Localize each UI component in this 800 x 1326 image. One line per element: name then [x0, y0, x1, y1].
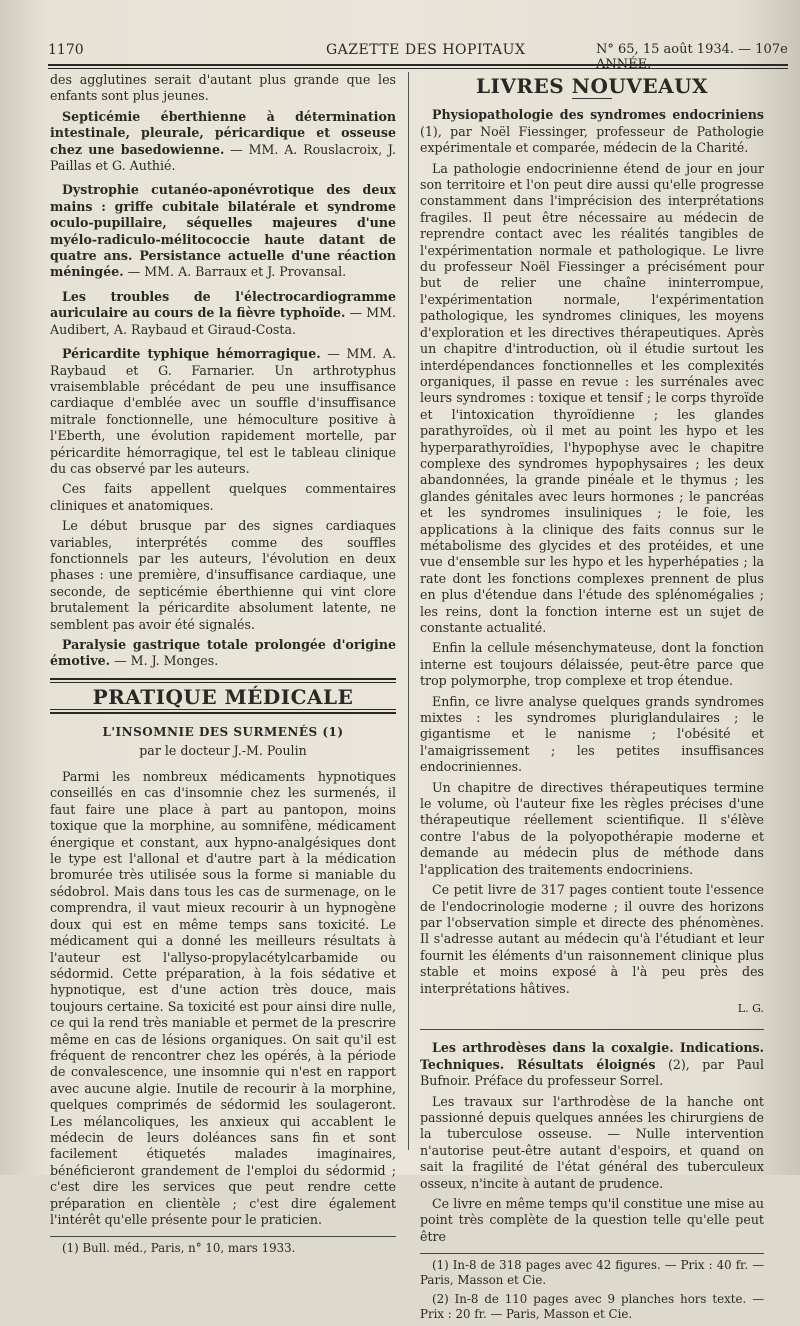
footnote: (2) In-8 de 110 pages avec 9 planches hors texte. — Prix : 20 fr. — Paris, Masson et Cie. — [420, 1292, 764, 1322]
section-rule — [50, 678, 396, 680]
intro-paragraph: des agglutines serait d'autant plus grande que les enfants sont plus jeunes. — [50, 72, 396, 104]
article-title: L'INSOMNIE DES SURMENÉS (1) — [102, 725, 344, 740]
communication-entry — [50, 637, 396, 670]
pericardite-paragraph — [50, 346, 396, 477]
review-signature: L. G. — [737, 1001, 764, 1015]
title-dash — [572, 98, 612, 99]
entry-authors: — M. J. Monges. — [114, 653, 219, 669]
section-rule — [50, 712, 396, 714]
column-divider — [408, 72, 409, 1150]
review-separator — [420, 1029, 764, 1030]
pericardite-text: — MM. A. Raybaud et G. Farnarier. Un arthrotyphus vraisemblable précédant de peu une insuffisance cardiaque d'emblée avec un souffle d'insuffisance mitrale fonctionnelle, une hémoculture positive à l'Eberth, une évolution rapidement mortelle, par péricardite hémorragique, tel est le tableau clinique du cas observé par les auteurs. — [50, 346, 396, 476]
left-column — [50, 72, 396, 1260]
entry-authors: — MM. Audibert, A. Raybaud et Giraud-Costa. — [50, 305, 396, 337]
entry-authors: — MM. A. Barraux et J. Provansal. — [127, 264, 347, 280]
review-paragraph: Enfin, ce livre analyse quelques grands syndromes mixtes : les syndromes pluriglandulaires ; le gigantisme et le nanisme ; l'obésité et l'amaigrissement ; les petites insuffisances endocriniennes. — [420, 693, 764, 775]
review-paragraph: Ce petit livre de 317 pages contient toute l'essence de l'endocrinologie moderne ; il ouvre des horizons par l'observation simple et directe des phénomènes. Il s'adresse autant au médecin qu'à l'étudiant et leur fournit les éléments d'un raisonnement clinique plus stable et moins exposé à l'à peu près des interprétations hâtives. — [420, 882, 764, 996]
article-body: Parmi les nombreux médicaments hypnotiques conseillés en cas d'insomnie chez les surmenés, il faut faire une place à part au pantopon, moins toxique que la morphine, au somnifène, médicament énergique et constant, aux hypno-analgésiques dont le type est l'allonal et d'autre part à la médication bromurée très utilisée sous la forme si maniable du sédobrol. Mais dans tous les cas de surmenage, on le comprendra, il vaut mieux recourir à un hypnogène doux qui est en même temps sans toxicité. Le médicament qui a donné les meilleurs résultats à l'auteur est l'allyso-propylacétylcarbamide ou sédormid. Cette préparation, à la fois sédative et hypnotique, est d'une action très douce, mais toujours certaine. Sa toxicité est pour ainsi dire nulle, ce qui la rend très maniable et permet de la prescrire même en cas de lésions organiques. On sait qu'il est fréquent de rencontrer chez les opérés, à la période de convalescence, une insomnie qui n'est en rapport avec aucune algie. Inutile de recourir à la morphine, quelques comprimés de sédormid les soulageront. Les mélancoliques, les anxieux qui accablent le médecin de leurs doléances sans fin et sont facilement étiquetés malades imaginaires, bénéficieront grandement de l'emploi du sédormid ; c'est dire les services que peut rendre cette préparation en clientèle ; c'est dire également l'intérêt qu'elle présente pour le praticien. — [50, 769, 396, 1227]
communication-entry — [50, 289, 396, 338]
book-title: Physiopathologie des syndromes endocriniens — [432, 107, 764, 123]
book-entry — [420, 1040, 764, 1089]
communication-entry — [50, 182, 396, 280]
review-paragraph: Ce livre en même temps qu'il constitue une mise au point très complète de la question telle qu'elle peut être — [420, 1196, 764, 1244]
book-meta: (2), par Paul Bufnoir. Préface du professeur Sorrel. — [420, 1056, 764, 1089]
page-number: 1170 — [48, 42, 84, 58]
communication-entry — [50, 109, 396, 175]
entry-title: Septicémie éberthienne à détermination intestinale, pleurale, péricardique et osseuse chez une basedowienne. — [50, 108, 396, 157]
review-paragraph: Les travaux sur l'arthrodèse de la hanche ont passionné depuis quelques années les chirurgiens de la tuberculose osseuse. — Nulle intervention n'autorise peut-être autant d'espoirs, et quand on sait la fragilité de l'état général des tuberculeux osseux, n'incite à autant de prudence. — [420, 1093, 764, 1191]
section-title: PRATIQUE MÉDICALE — [92, 684, 354, 709]
body-paragraph: Ces faits appellent quelques commentaires cliniques et anatomiques. — [50, 481, 396, 513]
header-rule — [48, 64, 788, 66]
book-title: Les arthrodèses dans la coxalgie. Indications. Techniques. Résultats éloignés — [420, 1040, 764, 1072]
right-column — [420, 72, 764, 1326]
footnote-rule — [420, 1253, 764, 1254]
review-paragraph: La pathologie endocrinienne étend de jour en jour son territoire et l'on peut dire aussi qu'elle progresse constamment dans l'imprécision des interprétations fragiles. Il peut être nécessaire au médecin de reprendre contact avec les réalités tangibles de l'expérimentation normale et pathologique. Le livre du professeur Noël Fiessinger a précisément pour but de relier une chaîne ininterrompue, l'expérimentation normale, l'expérimentation pathologique, les syndromes cliniques, les moyens d'exploration et les directives thérapeutiques. Après un chapitre d'introduction, où il étudie surtout les interdépendances fonctionnelles et les complexités organiques, il passe en revue : les surrénales avec leurs syndromes : toxique et tensif ; le corps thyroïde et l'intoxication thyroïdienne ; les glandes parathyroïdes, où il met au point les hypo et les hyperparathyroïdies, l'hypophyse avec le chapitre complexe des syndromes hypophysaires ; les deux abandonnées, la grande pinéale et le thymus ; les glandes génitales avec leurs hormones ; le pancréas et les syndromes insuliniques ; le foie, les applications à la clinique des faits connus sur le métabolisme des glycides et des protéides, et une vue d'ensemble sur les hypo et les hyperhépaties ; la rate dont les fonctions complexes prennent de plus en plus d'étendue dans l'étude des splénomégalies ; les reins, dont la fonction interne est un sujet de constante actualité. — [420, 160, 764, 635]
footnote: (1) Bull. méd., Paris, n° 10, mars 1933. — [62, 1241, 296, 1256]
entry-authors: — MM. A. Rouslacroix, J. Paillas et G. Authié. — [50, 141, 396, 174]
issue-info: N° 65, 15 août 1934. — 107e ANNÉE. — [596, 42, 788, 72]
review-paragraph: Un chapitre de directives thérapeutiques termine le volume, où l'auteur fixe les règles précises d'une thérapeutique réellement scientifique. Il s'élève contre l'abus de la polyopothérapie moderne et demande au médecin plus de méthode dans l'application des traitements endocriniens. — [420, 779, 764, 877]
book-entry — [420, 107, 764, 156]
section-rule-thin — [50, 682, 396, 683]
body-paragraph: Le début brusque par des signes cardiaques variables, interprétés comme des souffles fonctionnels par les auteurs, l'évolution en deux phases : une première, d'insuffisance cardiaque, une seconde, de septicémie éberthienne qui vint clore brutalement la péricardite absolument latente, ne semblent pas avoir été signalés. — [50, 518, 396, 632]
entry-title: Dystrophie cutanéo-aponévrotique des deux mains : griffe cubitale bilatérale et syndrome oculo-pupillaire, séquelles majeures d'une myélo-radiculo-mélitococcie haute datant de quatre ans. Persistance actuelle d'une réaction méningée. — [50, 182, 396, 280]
book-meta: (1), par Noël Fiessinger, professeur de Pathologie expérimentale et comparée, médecin de la Charité. — [420, 123, 764, 156]
entry-title: Paralysie gastrique totale prolongée d'origine émotive. — [50, 637, 396, 669]
entry-title: Les troubles de l'électrocardiogramme auriculaire au cours de la fièvre typhoïde. — [50, 288, 396, 321]
pericardite-title: Péricardite typhique hémorragique. — [62, 346, 321, 362]
section-title: LIVRES NOUVEAUX — [475, 74, 709, 98]
journal-title: GAZETTE DES HOPITAUX — [326, 42, 526, 58]
footnote-rule — [50, 1236, 396, 1237]
section-rule-thin — [50, 709, 396, 710]
footnote: (1) In-8 de 318 pages avec 42 figures. — Prix : 40 fr. — Paris, Masson et Cie. — [420, 1258, 764, 1288]
page-header — [48, 38, 788, 72]
review-paragraph: Enfin la cellule mésenchymateuse, dont la fonction interne est toujours délaissée, peut-être parce que trop polymorphe, trop complexe et trop étendue. — [420, 640, 764, 689]
article-author: par le docteur J.-M. Poulin — [139, 742, 307, 758]
header-rule-thin — [48, 68, 788, 69]
